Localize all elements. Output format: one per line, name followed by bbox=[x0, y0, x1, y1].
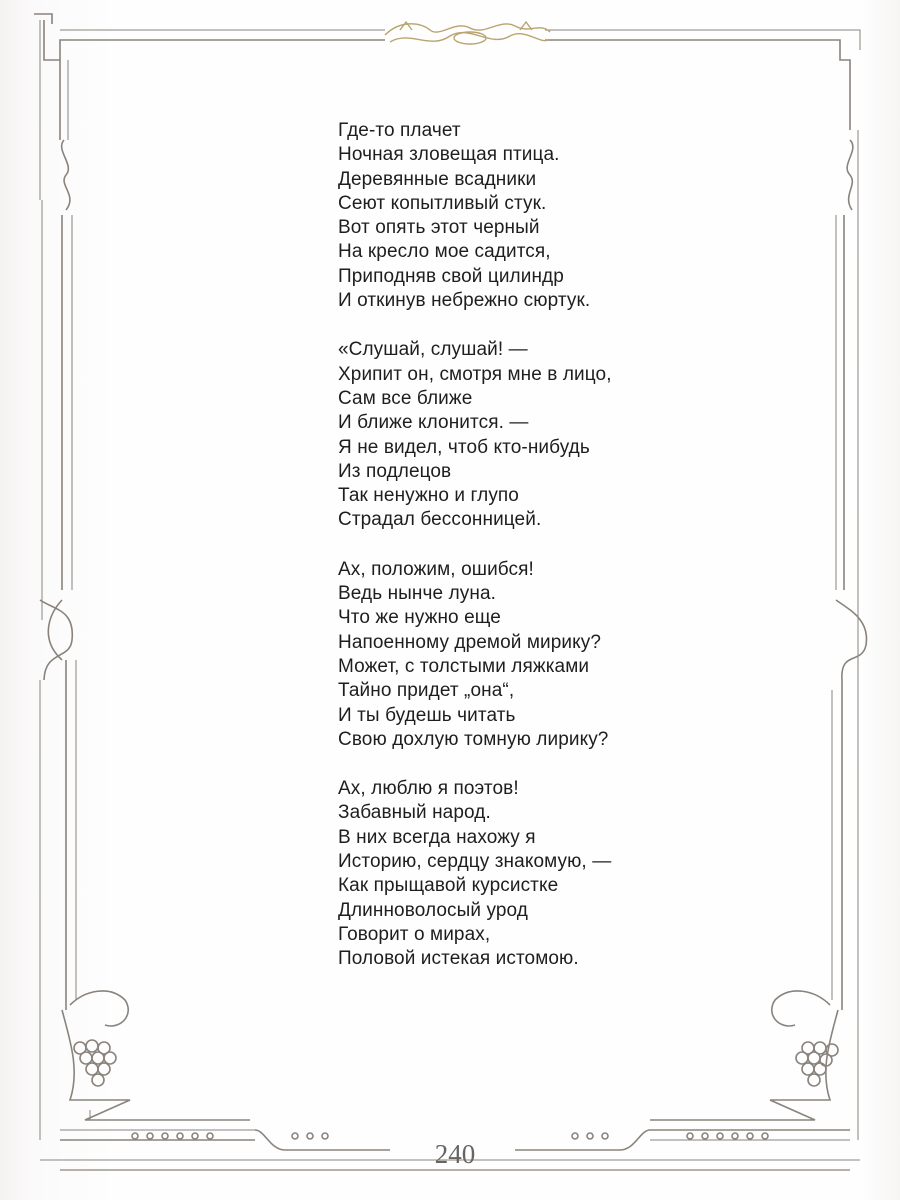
poem-line: Говорит о мирах, bbox=[338, 923, 491, 945]
stanza bbox=[338, 558, 758, 752]
poem-line: «Слушай, слушай! — bbox=[338, 339, 528, 361]
poem-line: И ты будешь читать bbox=[338, 704, 516, 726]
poem-line: Свою дохлую томную лирику? bbox=[338, 728, 609, 750]
poem-line: Сам все ближе bbox=[338, 387, 473, 409]
poem-line: Хрипит он, смотря мне в лицо, bbox=[338, 363, 612, 385]
poem-line: Сеют копытливый стук. bbox=[338, 192, 547, 214]
poem-line: Историю, сердцу знакомую, — bbox=[338, 851, 612, 873]
stanza bbox=[338, 119, 758, 313]
stanza bbox=[338, 338, 758, 532]
poem-line: Напоенному дремой мирику? bbox=[338, 631, 602, 653]
poem-line: Так ненужно и глупо bbox=[338, 485, 519, 507]
poem-line: Ах, положим, ошибся! bbox=[338, 558, 534, 580]
poem-line: Тайно придет „она“, bbox=[338, 680, 515, 702]
poem-line: Страдал бессонницей. bbox=[338, 509, 542, 531]
poem-line: На кресло мое садится, bbox=[338, 241, 551, 263]
poem-line: Забавный народ. bbox=[338, 802, 491, 824]
poem-line: Деревянные всадники bbox=[338, 168, 537, 190]
poem-line: Что же нужно еще bbox=[338, 607, 501, 629]
poem-line: Может, с толстыми ляжками bbox=[338, 655, 590, 677]
poem-line: Как прыщавой курсистке bbox=[338, 875, 559, 897]
poem-line: Ах, люблю я поэтов! bbox=[338, 778, 519, 800]
stanza bbox=[338, 777, 758, 971]
poem-line: И ближе клонится. — bbox=[338, 412, 529, 434]
poem-line: Из подлецов bbox=[338, 460, 452, 482]
page-number: 240 bbox=[434, 1139, 476, 1169]
poem-line: Где-то плачет bbox=[338, 120, 461, 141]
poem-line: Я не видел, чтоб кто-нибудь bbox=[338, 436, 590, 458]
poem-line: Приподняв свой цилиндр bbox=[338, 265, 564, 287]
poem-line: Вот опять этот черный bbox=[338, 217, 540, 239]
poem-line: Длинноволосый урод bbox=[338, 899, 528, 921]
poem-line: Ночная зловещая птица. bbox=[338, 144, 560, 166]
poem-line: В них всегда нахожу я bbox=[338, 826, 536, 848]
poem-line: И откинув небрежно сюртук. bbox=[338, 290, 591, 312]
poem-line: Ведь нынче луна. bbox=[338, 583, 496, 605]
poem-text bbox=[338, 119, 758, 997]
poem-line: Половой истекая истомою. bbox=[338, 948, 579, 970]
top-ornament-icon bbox=[385, 22, 550, 44]
